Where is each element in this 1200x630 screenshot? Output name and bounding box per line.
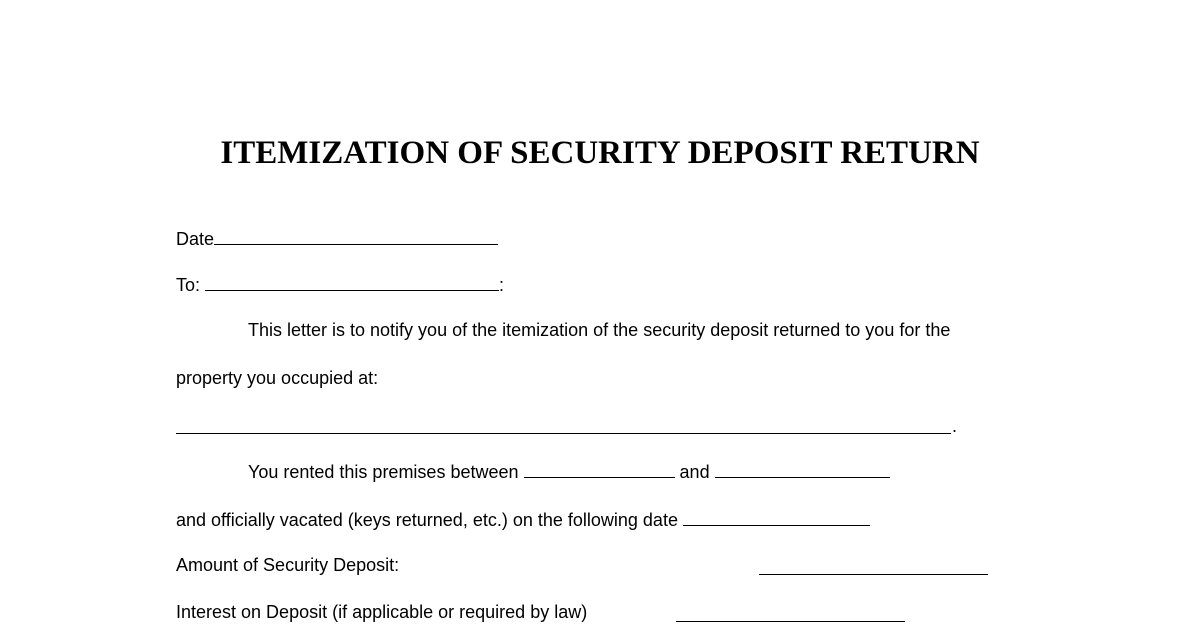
intro-line-1: This letter is to notify you of the itemization of the security deposit returned to you for the — [248, 320, 951, 340]
rented-end-blank[interactable] — [715, 460, 890, 478]
interest-blank[interactable] — [676, 620, 905, 622]
intro-line-2: property you occupied at: — [176, 368, 379, 388]
address-blank[interactable] — [176, 432, 951, 434]
date-label: Date — [176, 229, 215, 249]
amount-label: Amount of Security Deposit: — [176, 555, 400, 575]
vacated-line — [176, 508, 870, 531]
vacated-label: and officially vacated (keys returned, etc.) on the following date — [176, 510, 678, 530]
to-suffix: : — [499, 275, 505, 295]
amount-blank[interactable] — [759, 573, 988, 575]
date-blank[interactable] — [214, 227, 498, 245]
document-title: ITEMIZATION OF SECURITY DEPOSIT RETURN — [220, 135, 980, 171]
interest-label: Interest on Deposit (if applicable or required by law) — [176, 602, 588, 622]
vacated-blank[interactable] — [683, 508, 870, 526]
rented-line — [248, 460, 890, 483]
rented-start-blank[interactable] — [524, 460, 675, 478]
to-line — [176, 273, 504, 296]
to-label: To: — [176, 275, 201, 295]
to-blank[interactable] — [205, 273, 499, 291]
address-suffix: . — [952, 416, 958, 436]
rented-prefix: You rented this premises between — [248, 462, 519, 482]
date-line — [176, 227, 498, 250]
rented-and: and — [679, 462, 710, 482]
